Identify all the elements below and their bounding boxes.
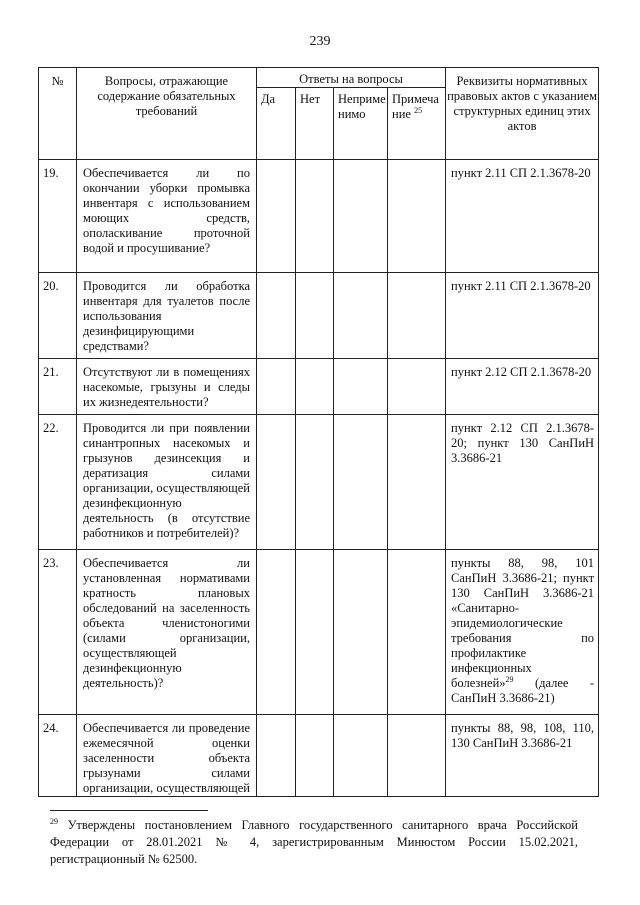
footnote-ref-29: 29 (505, 674, 514, 684)
footnote-marker: 29 (50, 816, 58, 826)
row-number: 20. (39, 273, 77, 359)
table-row (39, 160, 599, 273)
table-row (39, 273, 599, 359)
table-header-row (39, 68, 599, 88)
answer-yes-cell[interactable] (257, 273, 296, 359)
answer-yes-cell[interactable] (257, 359, 296, 415)
answer-na-cell[interactable] (334, 415, 388, 550)
header-no: Нет (296, 88, 334, 160)
footnote (50, 817, 578, 868)
header-num: № (39, 68, 77, 160)
answer-na-cell[interactable] (334, 359, 388, 415)
answer-note-cell[interactable] (388, 273, 446, 359)
answer-na-cell[interactable] (334, 550, 388, 715)
row-question: Отсутствуют ли в помещениях насекомые, грызуны и следы их жизнедеятельности? (77, 359, 257, 415)
row-number: 23. (39, 550, 77, 715)
answer-yes-cell[interactable] (257, 415, 296, 550)
row-number: 24. (39, 715, 77, 797)
table-row (39, 550, 599, 715)
answer-na-cell[interactable] (334, 273, 388, 359)
row-number: 22. (39, 415, 77, 550)
answer-no-cell[interactable] (296, 359, 334, 415)
answer-na-cell[interactable] (334, 715, 388, 797)
answer-yes-cell[interactable] (257, 160, 296, 273)
table-row (39, 359, 599, 415)
answer-note-cell[interactable] (388, 550, 446, 715)
page-number: 239 (309, 34, 331, 49)
row-question: Обеспечивается ли установленная нормативами кратность плановых обследований на заселенность объекта членистоногими (силами организации, осуществляющей дезинфекционную деятельность)? (77, 550, 257, 715)
answer-note-cell[interactable] (388, 415, 446, 550)
header-note: Примеча ние $^{25}$ (388, 88, 446, 160)
answer-yes-cell[interactable] (257, 550, 296, 715)
header-yes: Да (257, 88, 296, 160)
row-reference: пункты 88, 98, 108, 110, 130 СанПиН 3.3686-21 (446, 715, 599, 797)
row-question: Обеспечивается ли проведение ежемесячной оценки заселенности объекта грызунами силами организации, осуществляющей (77, 715, 257, 797)
answer-no-cell[interactable] (296, 715, 334, 797)
answer-note-cell[interactable] (388, 160, 446, 273)
answer-note-cell[interactable] (388, 715, 446, 797)
answer-na-cell[interactable] (334, 160, 388, 273)
row-question: Обеспечивается ли по окончании уборки промывка инвентаря с использованием моющих средств, ополаскивание проточной водой и просушивание? (77, 160, 257, 273)
header-question: Вопросы, отражающие содержание обязательных требований (77, 68, 257, 160)
checklist-table (38, 67, 599, 797)
footnote-text: Утверждены постановлением Главного государственного санитарного врача Российской Федерации от 28.01.2021 № 4, зарегистрированным Минюстом России 15.02.2021, регистрационный № 62500. (50, 818, 578, 866)
row-reference: пункт 2.12 СП 2.1.3678-20; пункт 130 СанПиН 3.3686-21 (446, 415, 599, 550)
answer-note-cell[interactable] (388, 359, 446, 415)
answer-yes-cell[interactable] (257, 715, 296, 797)
row-number: 21. (39, 359, 77, 415)
answer-no-cell[interactable] (296, 273, 334, 359)
row-reference: пункт 2.11 СП 2.1.3678-20 (446, 273, 599, 359)
row-reference: пункт 2.12 СП 2.1.3678-20 (446, 359, 599, 415)
answer-no-cell[interactable] (296, 160, 334, 273)
header-requisites: Реквизиты нормативных правовых актов с указанием структурных единиц этих актов (446, 68, 599, 160)
row-question: Проводится ли обработка инвентаря для туалетов после использования дезинфицирующими средствами? (77, 273, 257, 359)
row-question: Проводится ли при появлении синантропных насекомых и грызунов дезинсекция и дератизация силами организации, осуществляющей дезинфекционную деятельность (в отсутствие работников и потребителей)? (77, 415, 257, 550)
table-row (39, 715, 599, 797)
row-reference: пункты 88, 98, 101 СанПиН 3.3686-21; пункт 130 СанПиН 3.3686-21 «Санитарно-эпидемиологические требования по профилактике инфекционных болезней»$^{29}$ (далее - СанПиН 3.3686-21) (446, 550, 599, 715)
row-reference: пункт 2.11 СП 2.1.3678-20 (446, 160, 599, 273)
header-answers: Ответы на вопросы (257, 68, 446, 88)
header-not-applicable: Неприме нимо (334, 88, 388, 160)
table-row (39, 415, 599, 550)
footnote-separator (50, 810, 208, 811)
answer-no-cell[interactable] (296, 415, 334, 550)
row-number: 19. (39, 160, 77, 273)
answer-no-cell[interactable] (296, 550, 334, 715)
